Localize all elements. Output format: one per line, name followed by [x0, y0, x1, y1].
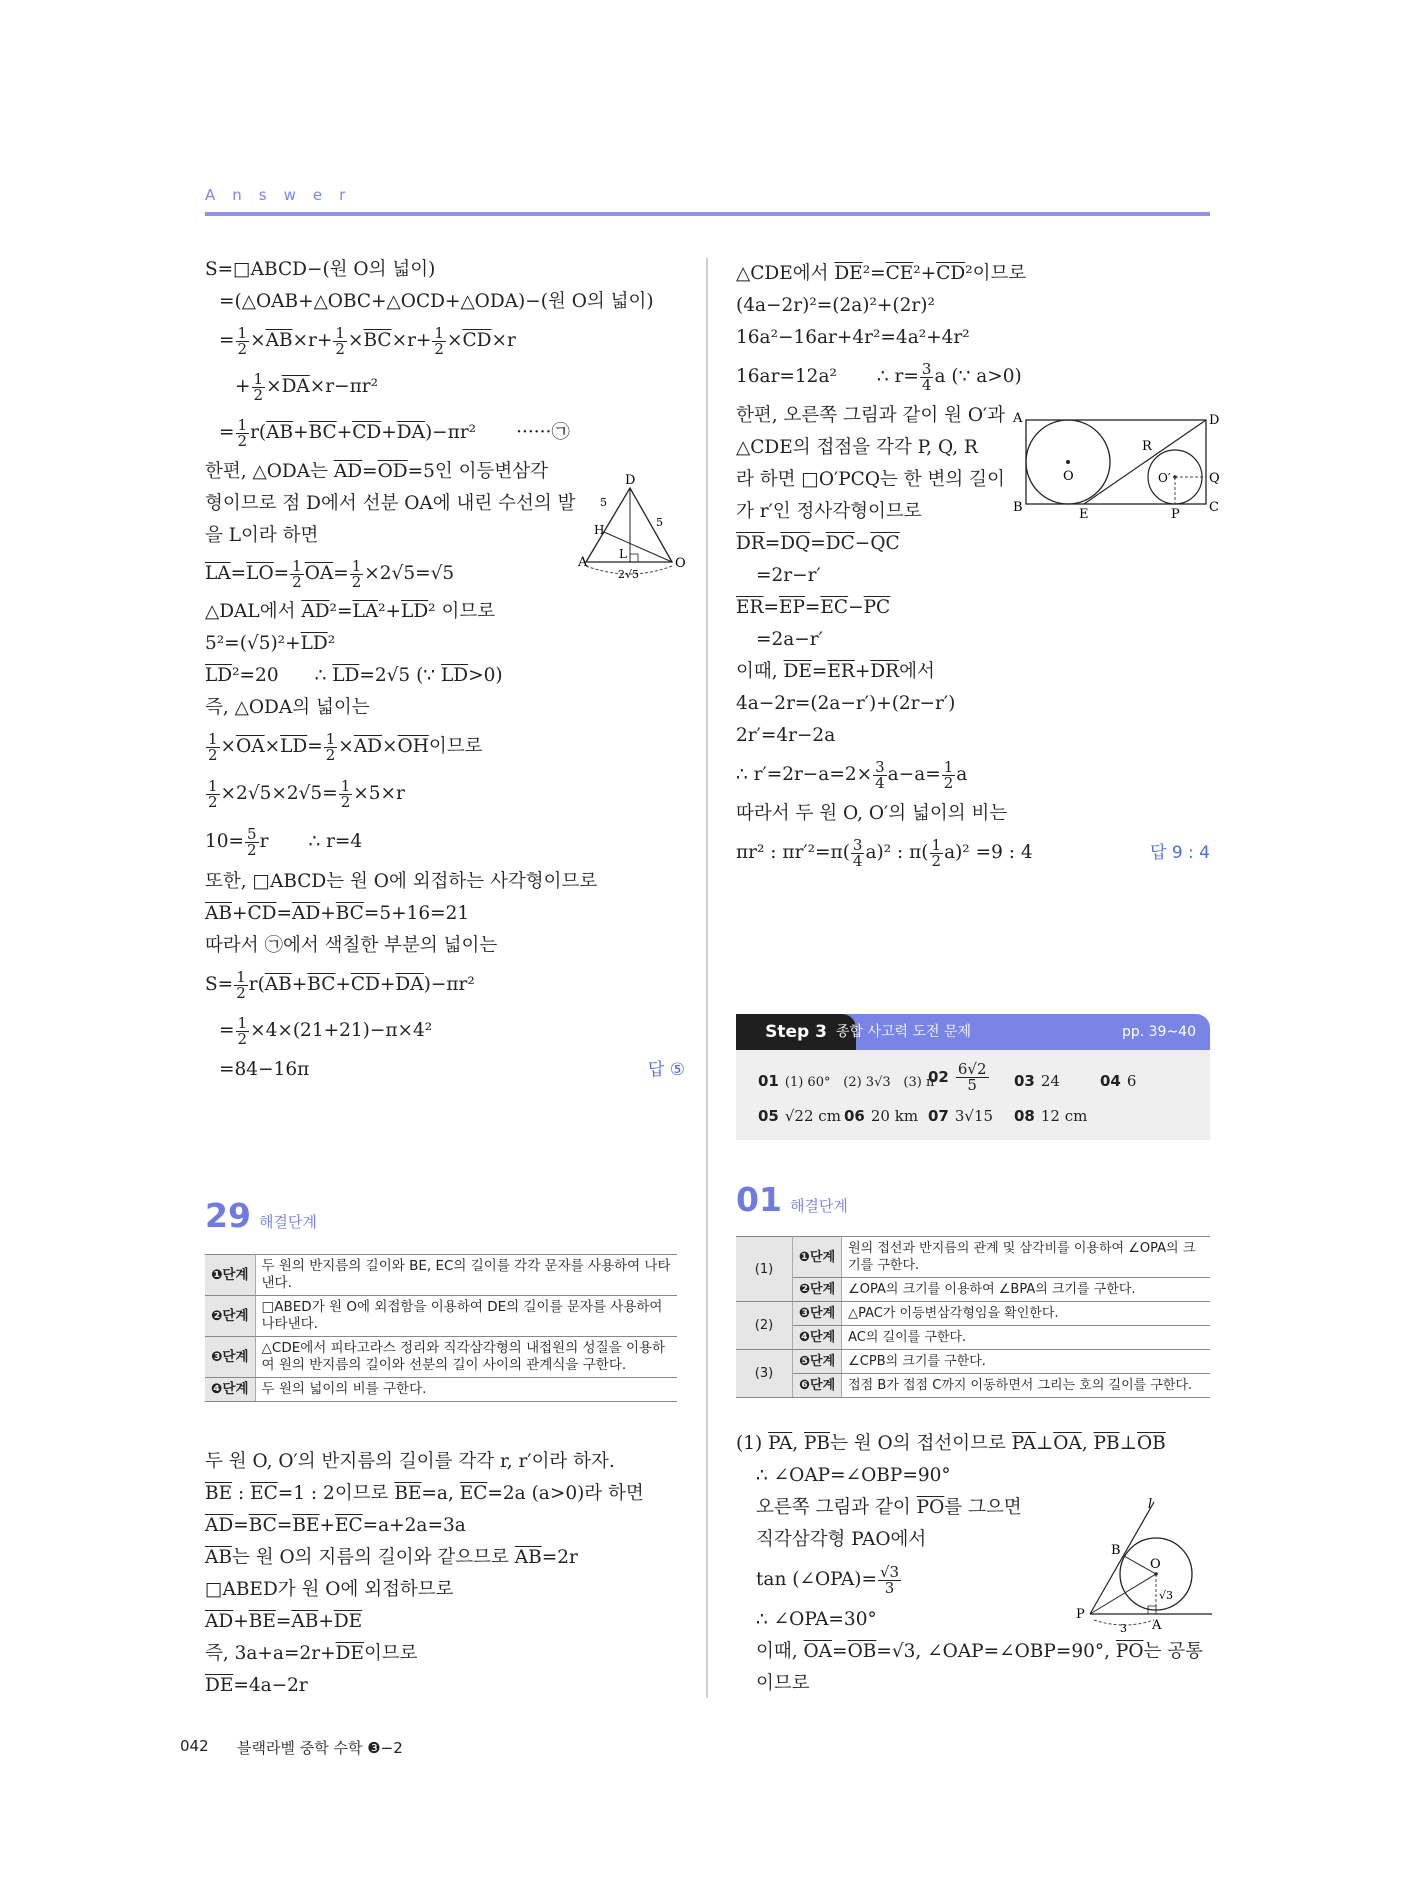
line: 한편, △ODA는 $\overline{AD}=\overline{OD}=5$인 이등변삼각: [205, 461, 548, 482]
line: 두 원 O, O′의 반지름의 길이를 각각 r, r′이라 하자.: [205, 1451, 615, 1472]
label-b: B: [1111, 1543, 1121, 1558]
line: =2r−r′: [756, 565, 821, 586]
table-row: ❹단계 두 원의 넓이의 비를 구한다.: [205, 1378, 677, 1402]
fraction: $\frac{1}{2}$: [943, 757, 954, 792]
line: $\frac{1}{2}$ ×2√5×2√5= $\frac{1}{2}$ ×5×r: [208, 776, 405, 811]
line: 따라서 두 원 O, O′의 넓이의 비는: [736, 803, 1008, 824]
line: △CDE에서 $\overline{DE}^2=\overline{CE}^2+\overline{CD}^2$이므로: [736, 263, 1027, 284]
section-01-heading: [736, 1180, 848, 1219]
line: (4a−2r)²=(2a)²+(2r)²: [736, 295, 935, 316]
table-row: ❶단계 두 원의 반지름의 길이와 BE, EC의 길이를 각각 문자를 사용하여 나타낸다.: [205, 1255, 677, 1296]
line: $\overline{AB}+\overline{CD}=\overline{AD}+\overline{BC}=5+16=21$: [205, 903, 470, 924]
line: =2a−r′: [756, 629, 823, 650]
label-o-prime: O′: [1158, 471, 1171, 485]
line: 따라서 ㉠에서 색칠한 부분의 넓이는: [205, 935, 498, 956]
line: 형이므로 점 D에서 선분 OA에 내린 수선의 발: [205, 493, 576, 514]
label-l: l: [1148, 1497, 1153, 1512]
label-a: A: [578, 555, 588, 570]
line: □ABED가 원 O에 외접하므로: [205, 1579, 454, 1600]
label-d: D: [1209, 413, 1220, 428]
line: $\overline{DE}=4a-2r$: [205, 1675, 308, 1696]
line: 한편, 오른쪽 그림과 같이 원 O′과: [736, 405, 1006, 426]
section-label: 해결단계: [258, 1213, 317, 1231]
label-e: E: [1079, 507, 1089, 522]
label-q: Q: [1209, 471, 1220, 486]
line: △CDE의 접점을 각각 P, Q, R: [736, 437, 978, 458]
line: S= $\frac{1}{2}$ $r(\overline{AB}+\overline{BC}+\overline{CD}+\overline{DA})-\pi r^2$: [205, 967, 475, 1002]
label-five: 5: [656, 516, 663, 529]
line: 오른쪽 그림과 같이 $\overline{PO}$를 그으면: [756, 1497, 1022, 1518]
line: $\overline{LA}=\overline{LO}=$ $\frac{1}{2}$ $\overline{OA}=$ $\frac{1}{2}$ ×2√5=√5: [205, 556, 455, 591]
line: 이때, $\overline{DE}=\overline{ER}+\overline{DR}$에서: [736, 661, 935, 682]
answer-04: 04 6: [1100, 1072, 1137, 1090]
line: = $\frac{1}{2}$ ×4×(21+21)−π×4²: [219, 1013, 433, 1048]
line: = $\frac{1}{2}$ $r(\overline{AB}+\overline{BC}+\overline{CD}+\overline{DA})-\pi r^2$ ······㉠: [219, 415, 570, 450]
fraction: $\frac{1}{2}$: [237, 1013, 248, 1048]
label-o: O: [1150, 1557, 1161, 1572]
table-row: ❷단계 □ABED가 원 O에 외접함을 이용하여 DE의 길이를 문자를 사용하여 나타낸다.: [205, 1296, 677, 1337]
line: 10= $\frac{5}{2}$ r ∴ r=4: [205, 824, 363, 859]
line: 가 r′인 정사각형이므로: [736, 501, 922, 522]
line: 4a−2r=(2a−r′)+(2r−r′): [736, 693, 956, 714]
table-row: (2) ❸단계 △PAC가 이등변삼각형임을 확인한다.: [736, 1302, 1210, 1326]
table-row: ❷단계 ∠OPA의 크기를 이용하여 ∠BPA의 크기를 구한다.: [736, 1278, 1210, 1302]
fraction: $\frac{1}{2}$: [335, 323, 345, 358]
label-a: A: [1013, 411, 1023, 426]
fraction: $\frac{3}{4}$: [852, 835, 863, 870]
answer-01: 01 (1) 60° (2) 3√3 (3) π: [758, 1072, 935, 1090]
answer-02: 02 $\frac{6√2}{5}$: [928, 1060, 987, 1094]
step3-tag: Step 3: [736, 1014, 856, 1050]
fraction: $\frac{3}{4}$: [921, 359, 932, 394]
fraction: $\frac{1}{2}$: [237, 323, 248, 358]
table-row: ❸단계 △CDE에서 피타고라스 정리와 직각삼각형의 내접원의 성질을 이용하여 원의 반지름의 길이와 선분의 길이 사이의 관계식을 구한다.: [205, 1337, 677, 1378]
fraction: $\frac{1}{2}$: [253, 369, 264, 404]
label-three: 3: [1120, 1622, 1127, 1635]
answer-05: 05 √22 cm: [758, 1107, 841, 1125]
line: ∴ r′=2r−a=2× $\frac{3}{4}$ a−a= $\frac{1}{2}$ a: [736, 757, 968, 792]
label-c: C: [1209, 500, 1219, 515]
line: $\overline{BE}$ : $\overline{EC}=1$ : 2이므로 $\overline{BE}=a$, $\overline{EC}=2a$ (a>0)라 하면: [205, 1483, 644, 1504]
fraction: $\frac{3}{4}$: [875, 757, 885, 792]
answer-label: 답 ⑤: [647, 1060, 685, 1080]
line: $\frac{1}{2}$ $\times\overline{OA}\times\overline{LD}=$ $\frac{1}{2}$ $\times\overline{AD}\times\overline{OH}$이므로: [208, 729, 483, 764]
line: + $\frac{1}{2}$ $\times\overline{DA}\times r-\pi r^2$: [235, 369, 379, 404]
header-word: Answer: [205, 186, 363, 204]
triangle-figure: [578, 470, 688, 580]
label-p: P: [1076, 1607, 1085, 1622]
line: $\overline{ER}=\overline{EP}=\overline{EC}-\overline{PC}$: [736, 597, 891, 618]
line: 또한, □ABCD는 원 O에 외접하는 사각형이므로: [205, 871, 598, 892]
label-r: R: [1142, 439, 1152, 454]
column-divider: [706, 258, 708, 1698]
answer-08: 08 12 cm: [1014, 1107, 1088, 1125]
label-o: O: [1063, 469, 1074, 484]
label-o: O: [675, 556, 686, 571]
line: =84−16π 답 ⑤: [205, 1054, 685, 1086]
line: 라 하면 □O′PCQ는 한 변의 길이: [736, 469, 1005, 490]
answer-07: 07 3√15: [928, 1107, 994, 1125]
page-number: 042: [180, 1737, 209, 1755]
steps-table-01: [736, 1236, 1210, 1398]
line: $\overline{DR}=\overline{DQ}=\overline{DC}-\overline{QC}$: [736, 533, 900, 554]
section-29-body: [205, 1446, 685, 1702]
line: ∴ ∠OAP=∠OBP=90°: [756, 1465, 951, 1486]
section-number: 01: [736, 1180, 782, 1219]
line: 즉, $3a+a=2r+\overline{DE}$이므로: [205, 1643, 418, 1664]
line: =(△OAB+△OBC+△OCD+△ODA)−(원 O의 넓이): [219, 291, 654, 312]
line: 16ar=12a² ∴ r= $\frac{3}{4}$ a (∵ a>0): [736, 359, 1022, 394]
label-b: B: [1013, 500, 1023, 515]
label-base: 2√5: [618, 568, 640, 581]
label-p: P: [1171, 507, 1180, 522]
line: $\overline{AB}$는 원 O의 지름의 길이와 같으므로 $\overline{AB}=2r$: [205, 1547, 578, 1568]
line: 2r′=4r−2a: [736, 725, 836, 746]
line: πr² : πr′²=π( $\frac{3}{4}$ a)² : π( $\frac{1}{2}$ a)² =9 : 4 답 9 : 4: [736, 830, 1210, 876]
line: = $\frac{1}{2}$ $\times\overline{AB}\times r+$ $\frac{1}{2}$ $\times\overline{BC}\times r+$ $\frac{1}{2}$ $\times\overline{CD}\times r$: [219, 323, 516, 358]
footer-title: 블랙라벨 중학 수학 ❸−2: [237, 1739, 403, 1757]
line: 즉, △ODA의 넓이는: [205, 697, 370, 718]
header-rule: [205, 212, 1210, 216]
label-l: L: [619, 547, 627, 561]
tangent-figure: [1076, 1496, 1216, 1636]
line: S=□ABCD−(원 O의 넓이): [205, 259, 436, 280]
fraction: $\frac{1}{2}$: [931, 835, 942, 870]
line: 이므로: [756, 1673, 810, 1694]
table-row: (3) ❺단계 ∠CPB의 크기를 구한다.: [736, 1350, 1210, 1374]
answer-06: 06 20 km: [844, 1107, 919, 1125]
section-number: 29: [205, 1196, 251, 1235]
line: ∴ ∠OPA=30°: [756, 1609, 877, 1630]
fraction: $\frac{1}{2}$: [434, 323, 444, 358]
fraction: $\frac{1}{2}$: [208, 776, 218, 811]
steps-table-29: [205, 1254, 677, 1402]
table-row: (1) ❶단계 원의 접선과 반지름의 관계 및 삼각비를 이용하여 ∠OPA의 크기를 구한다.: [736, 1237, 1210, 1278]
line: 이때, $\overline{OA}=\overline{OB}=√3$, ∠OAP=∠OBP=90°, $\overline{PO}$는 공통: [756, 1641, 1204, 1662]
step3-pages: pp. 39~40: [1121, 1024, 1196, 1040]
text: =: [219, 330, 235, 351]
fraction: $\frac{1}{2}$: [340, 776, 351, 811]
label-a: A: [1152, 1618, 1162, 1633]
section-29-heading: [205, 1196, 317, 1235]
fraction: $\frac{1}{2}$: [208, 729, 218, 764]
right-column: [736, 258, 1210, 876]
answer-03: 03 24: [1014, 1072, 1060, 1090]
line: $\overline{AD}+\overline{BE}=\overline{AB}+\overline{DE}$: [205, 1611, 363, 1632]
answer-label: 답 9 : 4: [1150, 843, 1210, 863]
line: tan (∠OPA)= $\frac{√3}{3}$: [756, 1562, 900, 1597]
line: 직각삼각형 PAO에서: [756, 1529, 927, 1550]
step3-title: 종합 사고력 도전 문제: [836, 1024, 972, 1040]
fraction: $\frac{5}{2}$: [247, 824, 257, 859]
label-h: H: [594, 523, 605, 537]
table-row: ❻단계 접점 B가 접점 C까지 이동하면서 그리는 호의 길이를 구한다.: [736, 1374, 1210, 1398]
fraction: $\frac{1}{2}$: [236, 967, 246, 1002]
left-column: [205, 254, 685, 1086]
fraction: $\frac{1}{2}$: [237, 415, 248, 450]
rectangle-circles-figure: [1010, 408, 1218, 520]
line: $\overline{AD}=\overline{BC}=\overline{BE}+\overline{EC}=a+2a=3a$: [205, 1515, 466, 1536]
table-row: ❹단계 AC의 길이를 구한다.: [736, 1326, 1210, 1350]
fraction: $\frac{√3}{3}$: [879, 1562, 900, 1597]
line: 을 L이라 하면: [205, 525, 319, 546]
fraction: $\frac{1}{2}$: [351, 556, 362, 591]
label-d: D: [625, 473, 636, 488]
label-root3: √3: [1159, 1589, 1174, 1602]
line: (1) $\overline{PA}$, $\overline{PB}$는 원 O의 접선이므로 $\overline{PA}\perp\overline{OA}$, $\overline{PB}\perp\overline{OB}$: [736, 1433, 1166, 1454]
fraction: $\frac{1}{2}$: [292, 556, 302, 591]
label-five: 5: [600, 496, 607, 509]
section-label: 해결단계: [789, 1197, 848, 1215]
line: 16a²−16ar+4r²=4a²+4r²: [736, 327, 970, 348]
line: $5^2=(√5)^2+\overline{LD}^2$: [205, 633, 336, 654]
line: △DAL에서 $\overline{AD}^2=\overline{LA}^2+\overline{LD}^2$ 이므로: [205, 601, 496, 622]
fraction: $\frac{1}{2}$: [325, 729, 336, 764]
line: $\overline{LD}^2=20$ ∴ $\overline{LD}=2√5$ (∵ $\overline{LD}>0$): [205, 665, 503, 686]
